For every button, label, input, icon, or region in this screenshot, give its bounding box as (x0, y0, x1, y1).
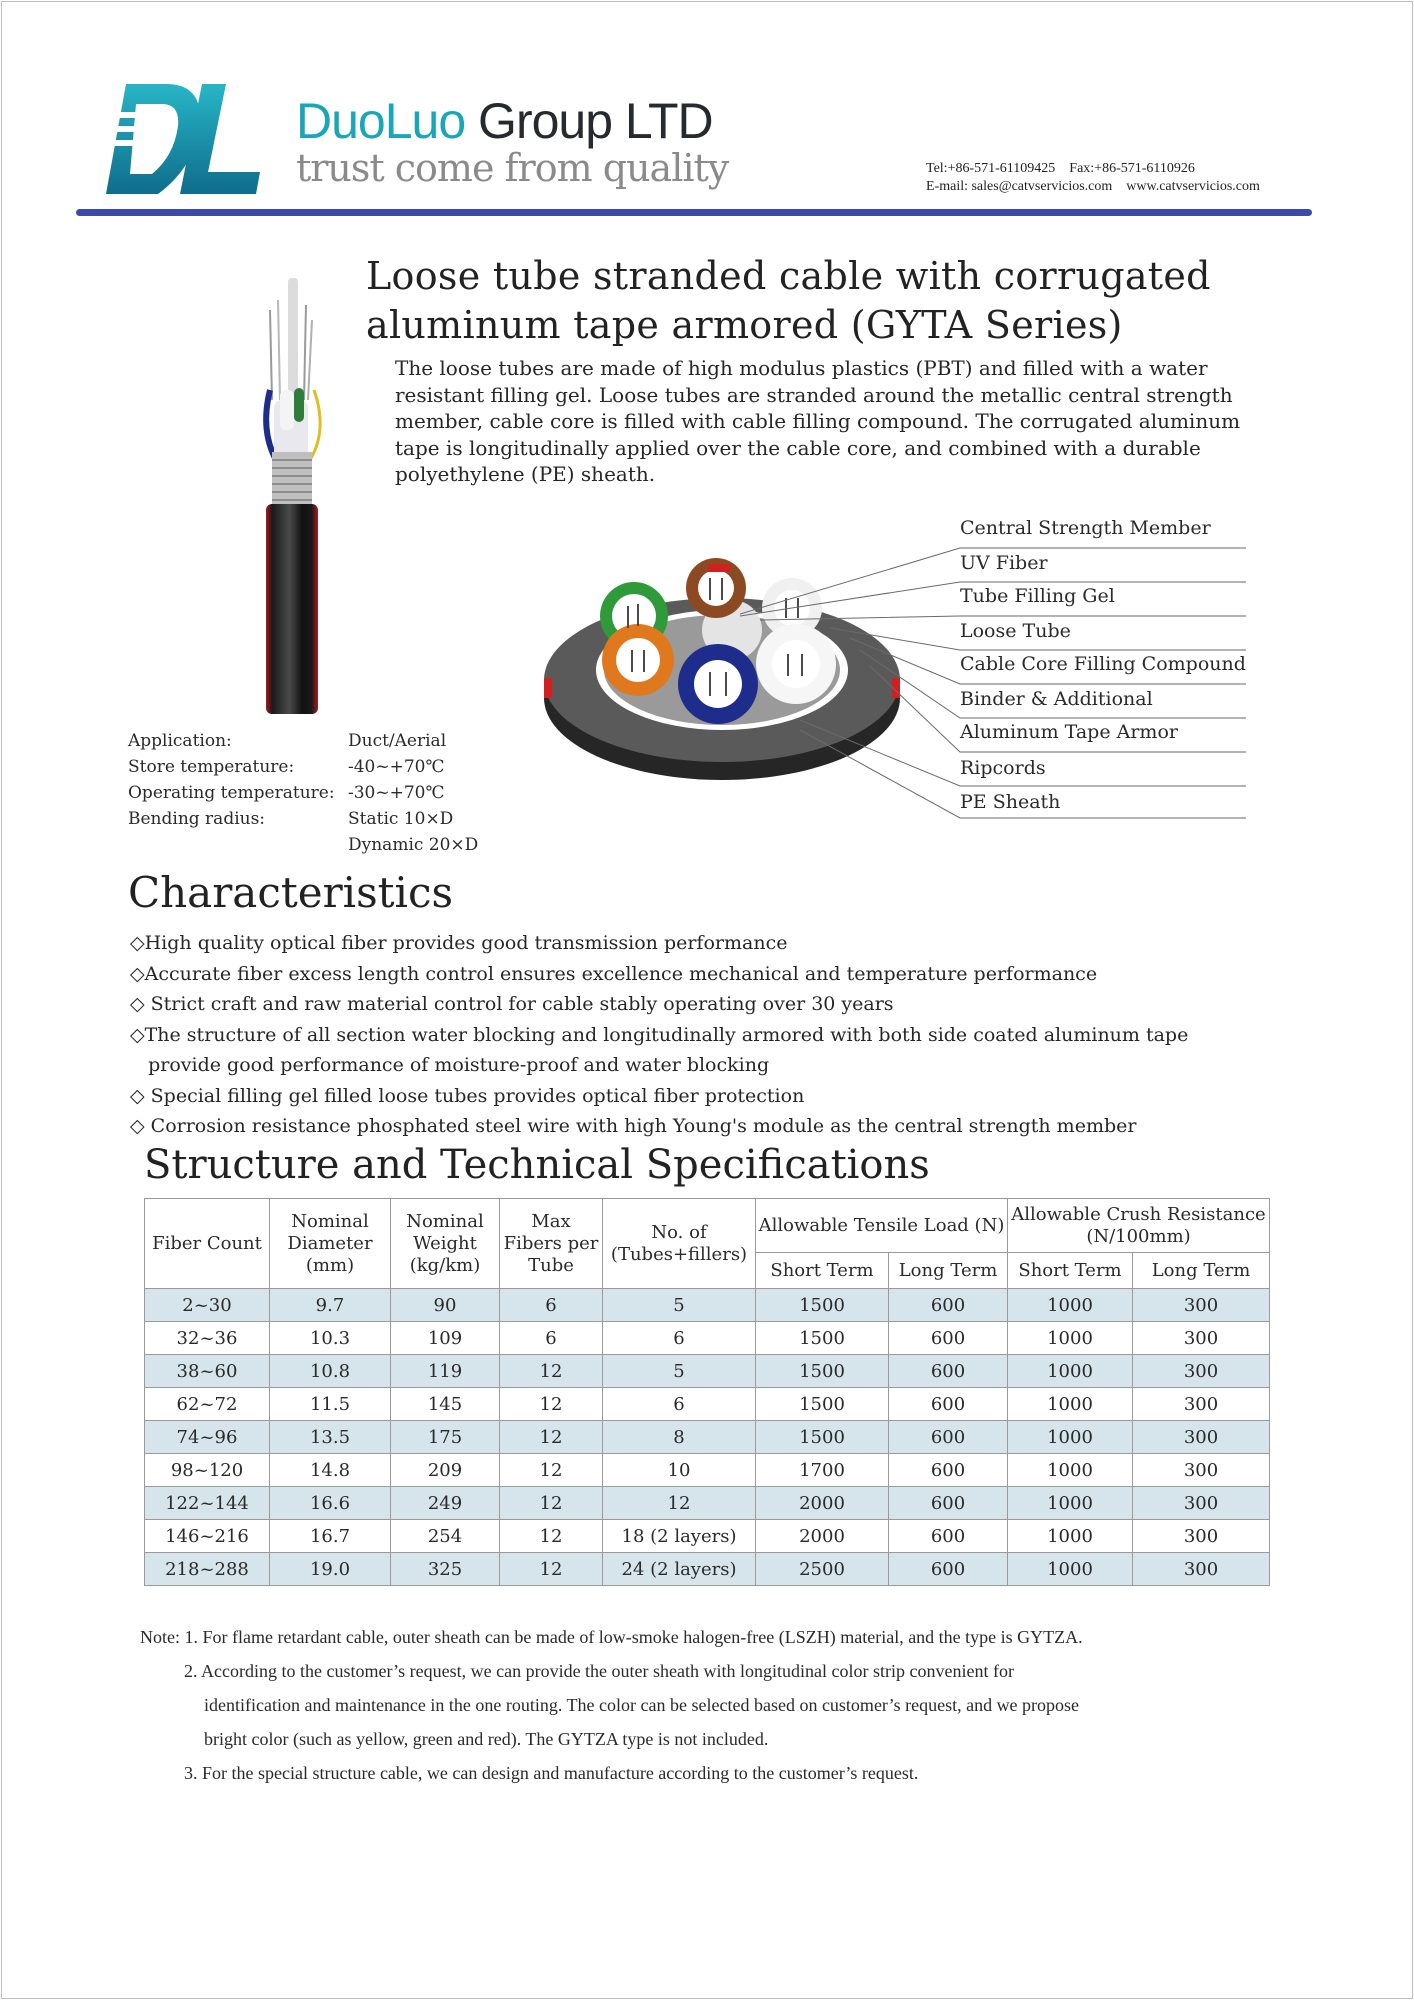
table-cell: 300 (1133, 1553, 1270, 1586)
table-cell: 175 (391, 1421, 500, 1454)
company-name: DuoLuo Group LTD (296, 93, 713, 149)
table-cell: 10 (603, 1454, 756, 1487)
company-tagline: trust come from quality (296, 146, 729, 190)
table-row (145, 1520, 1270, 1553)
table-cell: 8 (603, 1421, 756, 1454)
table-cell: 74~96 (145, 1421, 270, 1454)
label-pe-sheath: PE Sheath (960, 791, 1061, 813)
cable-photo (240, 270, 340, 718)
table-cell: 12 (500, 1355, 603, 1388)
table-cell: 1500 (756, 1322, 889, 1355)
table-cell: 1000 (1008, 1421, 1133, 1454)
table-cell: 1000 (1008, 1520, 1133, 1553)
table-cell: 18 (2 layers) (603, 1520, 756, 1553)
list-item: ◇ Strict craft and raw material control for cable stably operating over 30 years (130, 993, 894, 1015)
table-cell: 300 (1133, 1487, 1270, 1520)
note-line: 2. According to the customer’s request, we can provide the outer sheath with longitudinal color strip convenient for (184, 1661, 1014, 1681)
label-uv-fiber: UV Fiber (960, 552, 1048, 574)
list-item: ◇High quality optical fiber provides good transmission performance (130, 932, 788, 954)
table-cell: 12 (500, 1421, 603, 1454)
table-cell: 24 (2 layers) (603, 1553, 756, 1586)
table-row (145, 1553, 1270, 1586)
table-cell: 6 (603, 1322, 756, 1355)
table-cell: 1500 (756, 1289, 889, 1322)
website-link[interactable]: www.catvservicios.com (1126, 179, 1260, 194)
spec-row: Operating temperature: -30~+70℃ (128, 783, 445, 803)
table-cell: 300 (1133, 1454, 1270, 1487)
table-cell: 11.5 (270, 1388, 391, 1421)
table-cell: 300 (1133, 1355, 1270, 1388)
table-cell: 600 (889, 1355, 1008, 1388)
table-cell: 98~120 (145, 1454, 270, 1487)
table-cell: 12 (500, 1553, 603, 1586)
table-cell: 249 (391, 1487, 500, 1520)
table-cell: 1000 (1008, 1553, 1133, 1586)
label-loose-tube: Loose Tube (960, 620, 1071, 642)
spec-row: Store temperature: -40~+70℃ (128, 757, 445, 777)
application-specs (128, 728, 478, 858)
table-cell: 10.8 (270, 1355, 391, 1388)
table-cell: 600 (889, 1388, 1008, 1421)
table-row (145, 1388, 1270, 1421)
table-cell: 10.3 (270, 1322, 391, 1355)
label-ripcords: Ripcords (960, 757, 1046, 779)
list-item: ◇The structure of all section water blocking and longitudinally armored with both side coated aluminum tape (130, 1023, 1189, 1046)
label-cable-core-filling-compound: Cable Core Filling Compound (960, 653, 1246, 675)
col-diameter: Nominal Diameter (mm) (270, 1199, 391, 1289)
col-fiber-count: Fiber Count (145, 1199, 270, 1289)
table-cell: 1000 (1008, 1322, 1133, 1355)
table-cell: 109 (391, 1322, 500, 1355)
label-binder-additional: Binder & Additional (960, 688, 1153, 710)
table-cell: 62~72 (145, 1388, 270, 1421)
table-cell: 1000 (1008, 1388, 1133, 1421)
table-cell: 16.6 (270, 1487, 391, 1520)
table-cell: 300 (1133, 1322, 1270, 1355)
table-cell: 119 (391, 1355, 500, 1388)
table-cell: 19.0 (270, 1553, 391, 1586)
table-row (145, 1454, 1270, 1487)
spec-table (144, 1198, 1270, 1586)
table-cell: 2000 (756, 1520, 889, 1553)
table-row (145, 1355, 1270, 1388)
table-cell: 122~144 (145, 1487, 270, 1520)
table-cell: 38~60 (145, 1355, 270, 1388)
table-cell: 146~216 (145, 1520, 270, 1553)
product-description: The loose tubes are made of high modulus plastics (PBT) and filled with a water resistant filling gel. Loose tubes are stranded around the metallic central strength member, cable core is filled with cable filling compound. The corrugated aluminum tape is longitudinally applied over the cable core, and combined with a durable polyethylene (PE) sheath. (395, 356, 1241, 486)
spec-row: Bending radius: Static 10×D (128, 809, 454, 829)
table-cell: 1500 (756, 1388, 889, 1421)
table-cell: 6 (500, 1322, 603, 1355)
col-crush-short: Short Term (1008, 1253, 1133, 1289)
note-line: bright color (such as yellow, green and red). The GYTZA type is not included. (204, 1729, 769, 1749)
list-item: ◇ Corrosion resistance phosphated steel wire with high Young's module as the central strength member (130, 1115, 1137, 1137)
table-cell: 2~30 (145, 1289, 270, 1322)
table-cell: 218~288 (145, 1553, 270, 1586)
table-cell: 14.8 (270, 1454, 391, 1487)
table-cell: 2500 (756, 1553, 889, 1586)
col-tensile-long: Long Term (889, 1253, 1008, 1289)
col-tensile-short: Short Term (756, 1253, 889, 1289)
table-cell: 6 (603, 1388, 756, 1421)
spec-row: Dynamic 20×D (348, 835, 479, 855)
table-cell: 12 (500, 1454, 603, 1487)
table-cell: 600 (889, 1454, 1008, 1487)
table-cell: 300 (1133, 1289, 1270, 1322)
table-cell: 600 (889, 1289, 1008, 1322)
label-central-strength-member: Central Strength Member (960, 517, 1211, 539)
table-cell: 9.7 (270, 1289, 391, 1322)
list-item: ◇Accurate fiber excess length control ensures excellence mechanical and temperature performance (130, 962, 1098, 985)
col-max-fibers: Max Fibers per Tube (500, 1199, 603, 1289)
table-cell: 600 (889, 1487, 1008, 1520)
table-cell: 12 (500, 1487, 603, 1520)
col-crush-long: Long Term (1133, 1253, 1270, 1289)
notes-section (140, 1620, 1083, 1790)
list-item: ◇ Special filling gel filled loose tubes provides optical fiber protection (130, 1084, 805, 1107)
duoluo-logo-icon (104, 82, 262, 198)
fax-text: Fax:+86-571-6110926 (1069, 161, 1195, 176)
spec-row: Application: Duct/Aerial (128, 731, 447, 751)
table-cell: 325 (391, 1553, 500, 1586)
table-cell: 254 (391, 1520, 500, 1553)
contact-info (926, 160, 1274, 196)
table-cell: 1500 (756, 1355, 889, 1388)
table-cell: 13.5 (270, 1421, 391, 1454)
list-item: provide good performance of moisture-proof and water blocking (130, 1054, 770, 1076)
table-cell: 145 (391, 1388, 500, 1421)
table-cell: 1700 (756, 1454, 889, 1487)
note-line: Note: 1. For flame retardant cable, outer sheath can be made of low-smoke halogen-free (LSZH) material, and the type is GYTZA. (140, 1627, 1083, 1647)
table-cell: 1000 (1008, 1454, 1133, 1487)
table-cell: 600 (889, 1322, 1008, 1355)
note-line: 3. For the special structure cable, we can design and manufacture according to the customer’s request. (184, 1763, 919, 1783)
table-cell: 1000 (1008, 1289, 1133, 1322)
product-title: Loose tube stranded cable with corrugated aluminum tape armored (GYTA Series) (366, 254, 1211, 347)
col-tensile: Allowable Tensile Load (N) (756, 1199, 1008, 1253)
table-cell: 12 (603, 1487, 756, 1520)
table-cell: 5 (603, 1355, 756, 1388)
tel-text: Tel:+86-571-61109425 (926, 161, 1056, 176)
characteristics-list (130, 928, 1188, 1142)
label-tube-filling-gel: Tube Filling Gel (960, 585, 1115, 607)
label-aluminum-tape-armor: Aluminum Tape Armor (960, 721, 1178, 743)
table-cell: 90 (391, 1289, 500, 1322)
table-row (145, 1487, 1270, 1520)
characteristics-heading: Characteristics (128, 868, 454, 917)
email-link[interactable]: E-mail: sales@catvservicios.com (926, 179, 1113, 194)
table-cell: 2000 (756, 1487, 889, 1520)
col-tubes: No. of (Tubes+fillers) (603, 1199, 756, 1289)
table-cell: 1500 (756, 1421, 889, 1454)
table-cell: 12 (500, 1388, 603, 1421)
table-row (145, 1421, 1270, 1454)
table-cell: 600 (889, 1421, 1008, 1454)
table-row (145, 1289, 1270, 1322)
table-cell: 16.7 (270, 1520, 391, 1553)
note-line: identification and maintenance in the one routing. The color can be selected based on customer’s request, and we propose (204, 1695, 1080, 1715)
table-cell: 6 (500, 1289, 603, 1322)
table-row (145, 1322, 1270, 1355)
table-cell: 300 (1133, 1388, 1270, 1421)
table-cell: 600 (889, 1520, 1008, 1553)
col-crush: Allowable Crush Resistance (N/100mm) (1008, 1199, 1270, 1253)
table-cell: 1000 (1008, 1355, 1133, 1388)
table-cell: 300 (1133, 1421, 1270, 1454)
spec-table-heading: Structure and Technical Specifications (144, 1142, 930, 1188)
header-divider (76, 209, 1312, 216)
col-weight: Nominal Weight (kg/km) (391, 1199, 500, 1289)
table-cell: 600 (889, 1553, 1008, 1586)
table-cell: 209 (391, 1454, 500, 1487)
table-cell: 32~36 (145, 1322, 270, 1355)
table-cell: 1000 (1008, 1487, 1133, 1520)
table-cell: 5 (603, 1289, 756, 1322)
table-cell: 300 (1133, 1520, 1270, 1553)
table-cell: 12 (500, 1520, 603, 1553)
